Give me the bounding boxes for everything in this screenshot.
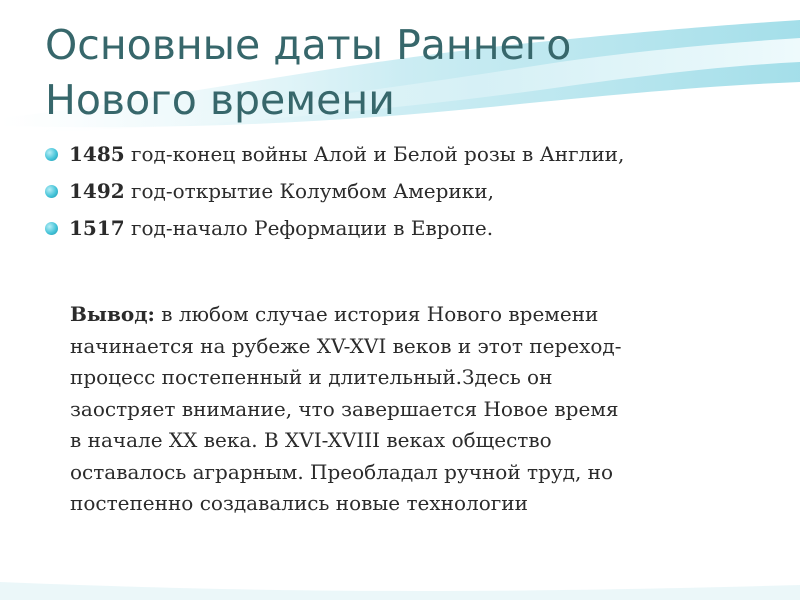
bullet-dot-icon <box>45 185 58 198</box>
bullet-dot-icon <box>45 222 58 235</box>
bullet-year: 1485 <box>69 142 125 166</box>
list-item <box>45 173 785 210</box>
conclusion-line-2: начинается на рубеже XV-XVI веков и этот переход- <box>70 333 622 358</box>
bullet-text: год-конец войны Алой и Белой розы в Англии, <box>124 142 625 166</box>
conclusion-line-5: в начале XX века. В XVI-XVIII веках общество <box>70 428 552 452</box>
conclusion-line-1: в любом случае история Нового времени <box>154 302 599 326</box>
list-item <box>45 210 785 247</box>
conclusion-line-3: процесс постепенный и длительный.Здесь он <box>70 365 553 389</box>
slide-title-line-1: Основные даты Раннего <box>45 21 572 69</box>
bullet-text: год-открытие Колумбом Америки, <box>124 179 494 203</box>
bullet-year: 1517 <box>69 216 125 240</box>
slide-title <box>45 18 745 128</box>
bullet-year: 1492 <box>69 179 125 203</box>
conclusion-line-4: заостряет внимание, что завершается Новое время <box>70 396 619 421</box>
list-item <box>45 136 785 173</box>
bullet-text: год-начало Реформации в Европе. <box>124 216 494 240</box>
conclusion-paragraph <box>70 299 770 520</box>
conclusion-line-7: постепенно создавались новые технологии <box>70 491 528 515</box>
conclusion-label: Вывод: <box>70 302 155 326</box>
dates-bullet-list <box>45 136 785 247</box>
bullet-dot-icon <box>45 148 58 161</box>
slide-title-line-2: Нового времени <box>45 76 395 124</box>
conclusion-line-6: оставалось аграрным. Преобладал ручной труд, но <box>70 459 614 484</box>
